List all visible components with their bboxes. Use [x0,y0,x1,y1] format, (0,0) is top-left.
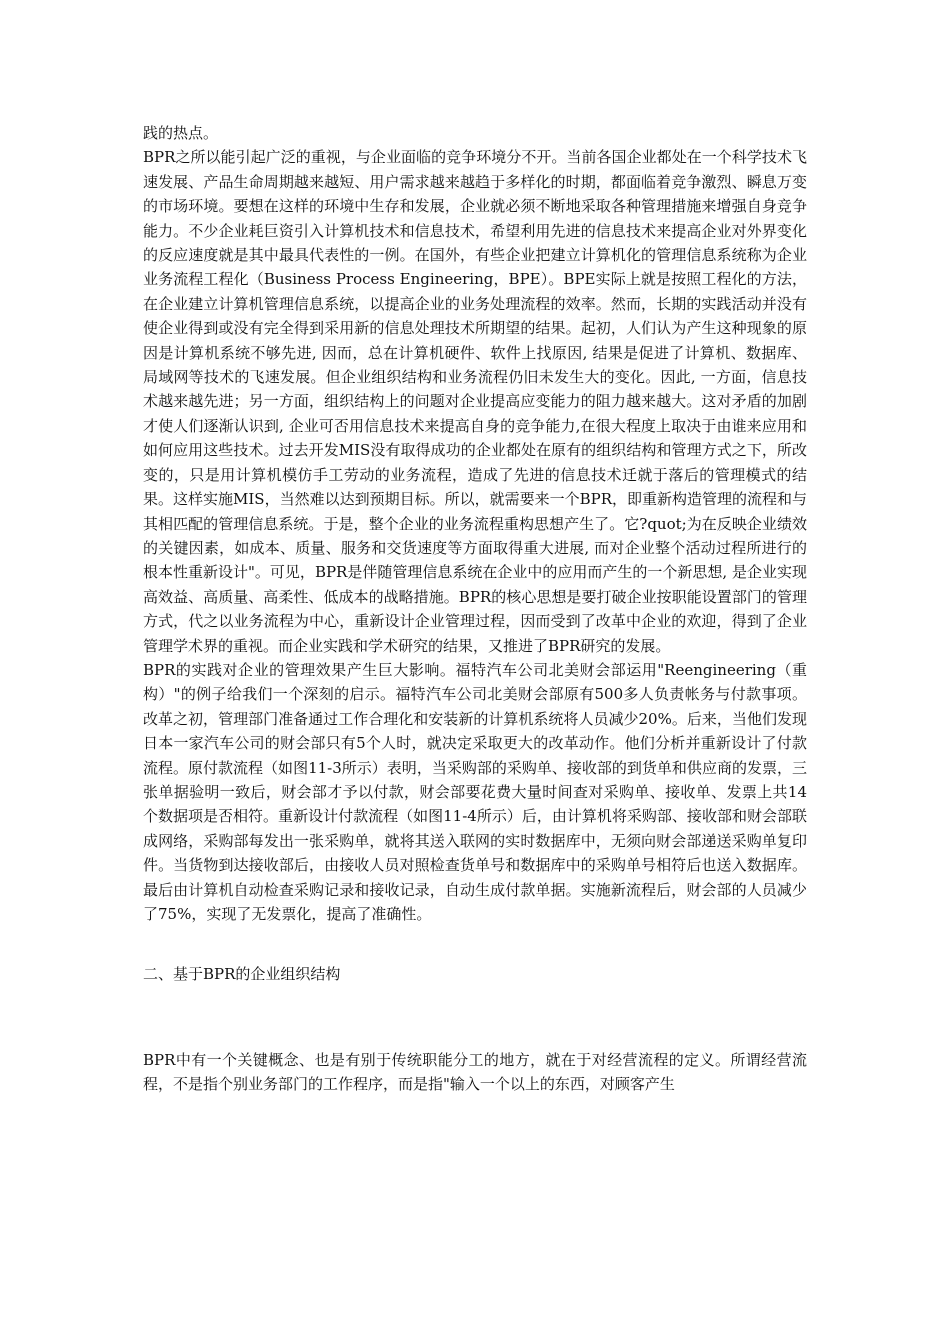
spacer [143,987,807,1048]
paragraph-ford-example: BPR的实践对企业的管理效果产生巨大影响。福特汽车公司北美财会部运用"Reengineering（重构）"的例子给我们一个深刻的启示。福特汽车公司北美财会部原有500多人负责帐务与付款事项。改革之初，管理部门准备通过工作合理化和安装新的计算机系统将人员减少20%。后来，当他们发现日本一家汽车公司的财会部只有5个人时，就决定采取更大的改革动作。他们分析并重新设计了付款流程。原付款流程（如图11-3所示）表明，当采购部的采购单、接收部的到货单和供应商的发票，三张单据验明一致后，财会部才予以付款，财会部要花费大量时间查对采购单、接收单、发票上共14个数据项是否相符。重新设计付款流程（如图11-4所示）后，由计算机将采购部、接收部和财会部联成网络，采购部每发出一张采购单，就将其送入联网的实时数据库中，无须向财会部递送采购单复印件。当货物到达接收部后，由接收人员对照检查货单号和数据库中的采购单号相符后也送入数据库。最后由计算机自动检查采购记录和接收记录，自动生成付款单据。实施新流程后，财会部的人员减少了75%，实现了无发票化，提高了准确性。 [143,660,807,923]
spacer [143,926,807,962]
paragraph-continuation: 践的热点。 [143,124,219,142]
paragraph-key-concept: BPR中有一个关键概念、也是有别于传统职能分工的地方，就在于对经营流程的定义。所谓经营流程，不是指个别业务部门的工作程序，而是指"输入一个以上的东西，对顾客产生 [143,1050,807,1094]
paragraph-bpr-background: BPR之所以能引起广泛的重视，与企业面临的竞争环境分不开。当前各国企业都处在一个科学技术飞速发展、产品生命周期越来越短、用户需求越来越趋于多样化的时期，都面临着竞争激烈、瞬息万变的市场环境。要想在这样的环境中生存和发展，企业就必须不断地采取各种管理措施来增强自身竞争能力。不少企业耗巨资引入计算机技术和信息技术，希望利用先进的信息技术来提高企业对外界变化的反应速度就是其中最具代表性的一例。在国外，有些企业把建立计算机化的管理信息系统称为企业业务流程工程化（Business Process Engineering，BPE）。BPE实际上就是按照工程化的方法，在企业建立计算机管理信息系统，以提高企业的业务处理流程的效率。然而，长期的实践活动并没有使企业得到或没有完全得到采用新的信息处理技术所期望的结果。起初，人们认为产生这种现象的原因是计算机系统不够先进, 因而，总在计算机硬件、软件上找原因, 结果是促进了计算机、数据库、局域网等技术的飞速发展。但企业组织结构和业务流程仍旧未发生大的变化。因此, 一方面，信息技术越来越先进；另一方面，组织结构上的问题对企业提高应变能力的阻力越来越大。这对矛盾的加剧才使人们逐渐认识到, 企业可否用信息技术来提高自身的竞争能力,在很大程度上取决于由谁来应用和如何应用这些技术。过去开发MIS没有取得成功的企业都处在原有的组织结构和管理方式之下，所改变的，只是用计算机模仿手工劳动的业务流程，造成了先进的信息技术迁就于落后的管理模式的结果。这样实施MIS，当然难以达到预期目标。所以，就需要来一个BPR，即重新构造管理的流程和与其相匹配的管理信息系统。于是，整个企业的业务流程重构思想产生了。它?quot;为在反映企业绩效的关键因素，如成本、质量、服务和交货速度等方面取得重大进展, 而对企业整个活动过程所进行的根本性重新设计"。可见，BPR是伴随管理信息系统在企业中的应用而产生的一个新思想, 是企业实现高效益、高质量、高柔性、低成本的战略措施。BPR的核心思想是要打破企业按职能设置部门的管理方式，代之以业务流程为中心，重新设计企业管理过程，因而受到了改革中企业的欢迎，得到了企业管理学术界的重视。而企业实践和学术研究的结果，又推进了BPR研究的发展。 [143,148,807,655]
section-heading: 二、基于BPR的企业组织结构 [143,965,341,984]
document-body [143,121,807,1097]
